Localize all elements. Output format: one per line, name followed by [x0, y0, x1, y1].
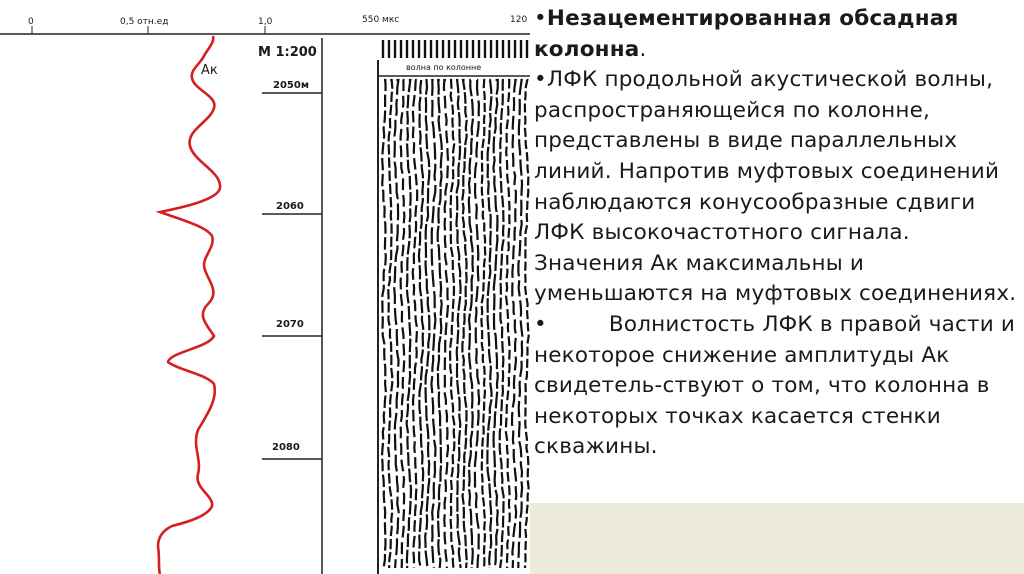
- paragraph-bullet: •: [534, 311, 547, 337]
- wave-trace: [469, 80, 473, 568]
- wave-trace: [419, 80, 423, 568]
- depth-label-2080: 2080: [272, 442, 300, 453]
- wave-trace: [401, 80, 405, 568]
- scale-left-mid: 0,5 отн.ед: [120, 17, 169, 27]
- paragraph-lfk: •ЛФК продольной акустической волны, распространяющейся по колонне, представлены в виде параллельных линий. Напротив муфтовых соединений наблюдаются конусообразные сдвиги ЛФК высокочастотного сигнала. Значения Ак максимальны и уменьшаются на муфтовых соединениях.: [534, 67, 1017, 307]
- wave-trace: [500, 80, 504, 568]
- depth-label-2050: 2050м: [273, 80, 310, 91]
- wave-trace: [506, 80, 510, 568]
- wave-trace: [382, 80, 386, 568]
- scale-left-end: 1,0: [258, 17, 273, 27]
- scale-label: М 1:200: [258, 45, 317, 60]
- wave-trace: [413, 80, 418, 568]
- scale-left-start: 0: [28, 17, 34, 27]
- depth-label-2060: 2060: [276, 201, 304, 212]
- wave-trace: [518, 80, 522, 568]
- wave-label: волна по колонне: [406, 63, 482, 72]
- paragraph-waviness-text: Волнистость ЛФК в правой части и некоторое снижение амплитуды Ак свидетель-ствуют о том, что колонна в некоторых точках касается стенки скважины.: [534, 311, 1016, 460]
- curve-label: Ак: [201, 63, 218, 78]
- wave-trace: [444, 80, 448, 568]
- wave-trace: [438, 80, 442, 568]
- wave-trace: [394, 80, 399, 568]
- wave-trace: [487, 80, 491, 568]
- scale-right-end: 120: [510, 15, 528, 25]
- wave-trace: [525, 80, 529, 568]
- ak-curve: [158, 36, 220, 574]
- heading-end: .: [639, 36, 647, 62]
- wave-trace: [493, 80, 497, 568]
- wave-trace: [481, 80, 485, 568]
- wave-trace: [512, 80, 516, 568]
- depth-label-2070: 2070: [276, 319, 304, 330]
- wave-trace: [407, 80, 411, 568]
- description-panel: [534, 4, 1020, 463]
- wave-trace: [431, 80, 435, 568]
- wave-trace: [462, 80, 466, 568]
- footer-strip: [530, 503, 1024, 574]
- wave-trace: [450, 80, 454, 568]
- heading-bold: Незацементированная обсадная колонна: [534, 6, 959, 62]
- wave-trace: [456, 80, 460, 568]
- scale-right-start: 550 мкс: [362, 15, 400, 25]
- paragraph-waviness: [534, 310, 1020, 463]
- heading-bullet: •: [534, 6, 547, 31]
- wave-trace: [425, 80, 429, 568]
- wave-trace: [388, 80, 392, 568]
- wave-trace: [475, 80, 479, 568]
- heading: [534, 4, 1020, 65]
- wave-track: [378, 40, 530, 574]
